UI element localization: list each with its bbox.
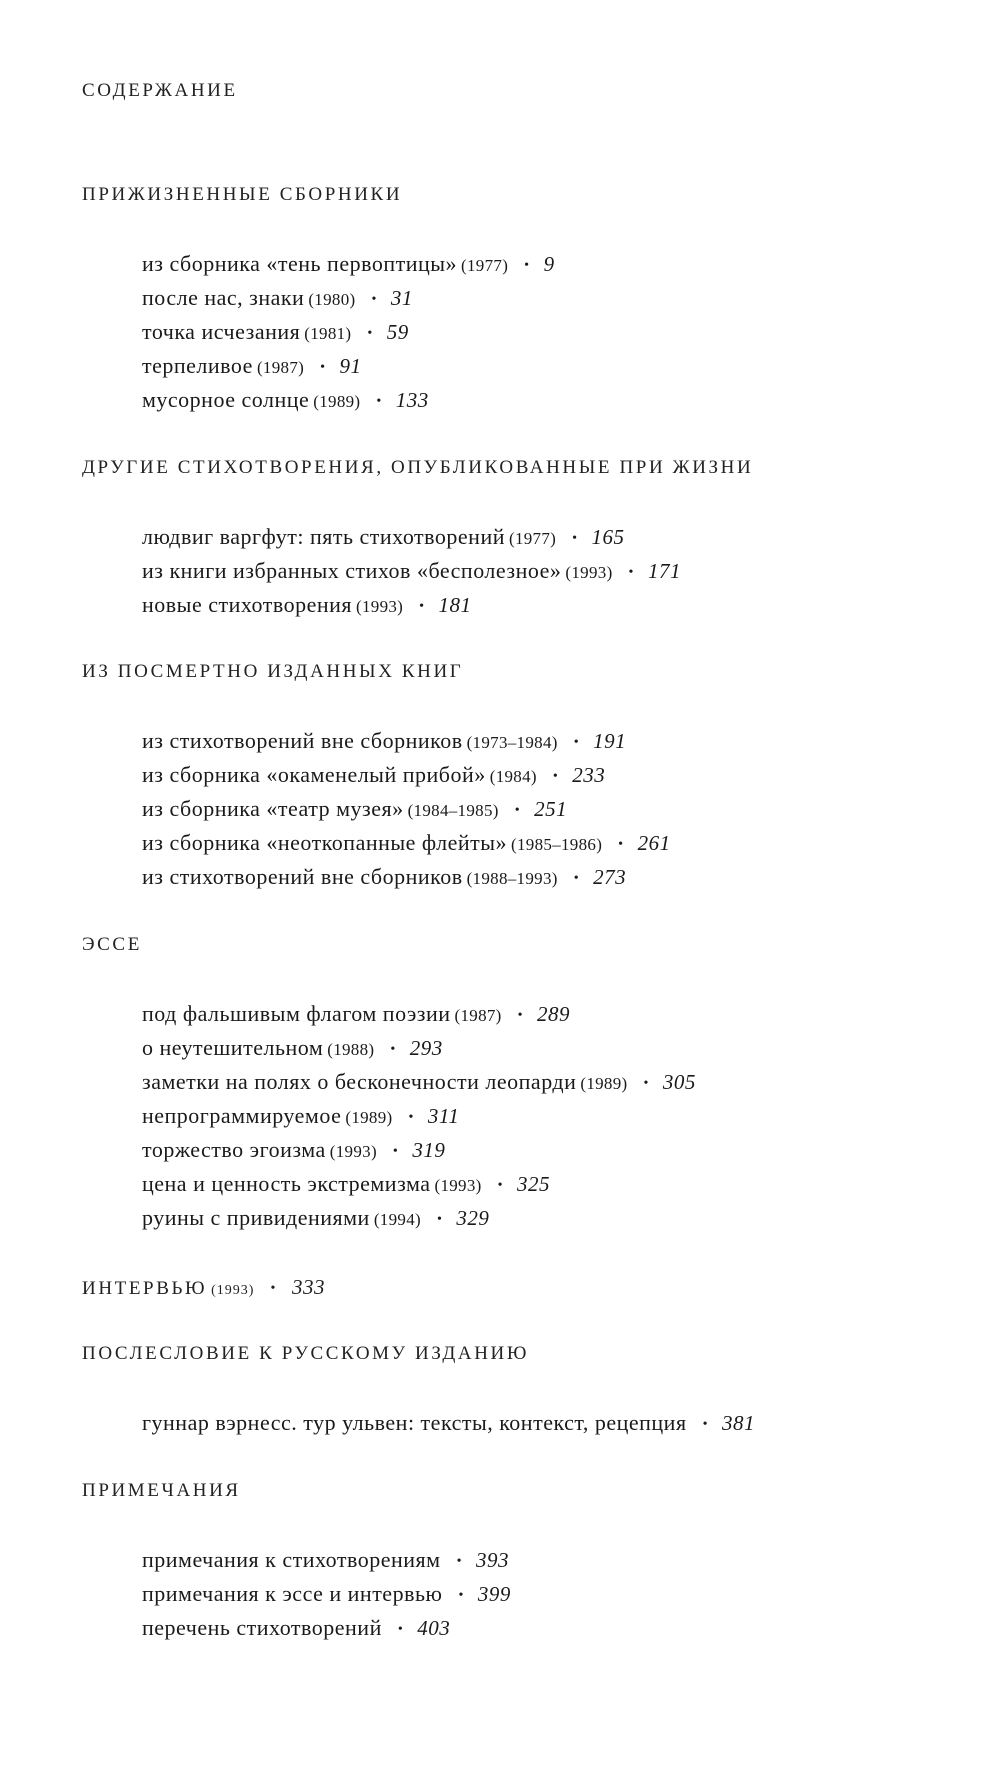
- entry-year: (1994): [373, 1210, 421, 1229]
- bullet-icon: •: [376, 394, 382, 409]
- toc-entry[interactable]: [142, 762, 605, 788]
- toc-entry[interactable]: [142, 387, 429, 413]
- toc-entry[interactable]: [142, 1069, 696, 1095]
- section-heading: ЭССЕ: [82, 934, 142, 955]
- toc-entry[interactable]: [142, 1547, 509, 1573]
- bullet-icon: •: [436, 1212, 443, 1227]
- entry-year: (1989): [345, 1108, 393, 1127]
- entry-year: (1984–1985): [407, 801, 499, 820]
- toc-entry[interactable]: [142, 1410, 755, 1436]
- entry-title: перечень стихотворений: [142, 1615, 382, 1640]
- bullet-icon: •: [628, 565, 634, 580]
- page-number: 233: [572, 763, 606, 787]
- bullet-icon: •: [573, 735, 580, 750]
- page-number: 165: [591, 525, 625, 549]
- page-number: 91: [339, 354, 362, 378]
- bullet-icon: •: [572, 531, 578, 546]
- toc-entry[interactable]: [142, 1615, 450, 1641]
- toc-entry-interview[interactable]: [82, 1275, 325, 1300]
- page-number: 325: [517, 1172, 551, 1196]
- bullet-icon: •: [458, 1588, 464, 1603]
- page-title: СОДЕРЖАНИЕ: [82, 80, 238, 101]
- bullet-icon: •: [456, 1554, 463, 1569]
- entry-year: (1985–1986): [511, 835, 603, 854]
- entry-title: из сборника «окаменелый прибой»: [142, 762, 486, 787]
- toc-entry[interactable]: [142, 524, 625, 550]
- entry-year: (1984): [489, 767, 537, 786]
- bullet-icon: •: [390, 1042, 396, 1057]
- bullet-icon: •: [397, 1622, 404, 1637]
- entry-year: (1973–1984): [466, 733, 558, 752]
- entry-title: после нас, знаки: [142, 285, 305, 310]
- entry-year: (1981): [304, 324, 352, 343]
- page-number: 403: [417, 1616, 451, 1640]
- entry-title: гуннар вэрнесс. тур ульвен: тексты, контекст, рецепция: [142, 1410, 687, 1435]
- toc-entry[interactable]: [142, 796, 567, 822]
- entry-title: торжество эгоизма: [142, 1137, 326, 1162]
- page-number: 293: [409, 1036, 443, 1060]
- page-number: 289: [537, 1002, 571, 1026]
- toc-entry[interactable]: [142, 558, 681, 584]
- bullet-icon: •: [514, 803, 521, 818]
- page-number: 393: [476, 1548, 510, 1572]
- page-number: 261: [637, 831, 671, 855]
- entry-title: цена и ценность экстремизма: [142, 1171, 431, 1196]
- page-number: 319: [412, 1138, 446, 1162]
- entry-year: (1989): [580, 1074, 628, 1093]
- entry-year: (1993): [356, 597, 404, 616]
- entry-title: заметки на полях о бесконечности леопарди: [142, 1069, 577, 1094]
- entry-year: (1993): [211, 1283, 255, 1298]
- page-number: 171: [647, 559, 681, 583]
- page-number: 181: [438, 593, 472, 617]
- page-number: 305: [662, 1070, 696, 1094]
- entry-title: примечания к эссе и интервью: [142, 1581, 443, 1606]
- entry-title: мусорное солнце: [142, 387, 310, 412]
- bullet-icon: •: [270, 1281, 278, 1296]
- entry-title: руины с привидениями: [142, 1205, 370, 1230]
- section-heading: ПОСЛЕСЛОВИЕ К РУССКОМУ ИЗДАНИЮ: [82, 1343, 529, 1364]
- entry-title: примечания к стихотворениям: [142, 1547, 441, 1572]
- bullet-icon: •: [618, 837, 624, 852]
- toc-entry[interactable]: [142, 1103, 459, 1129]
- bullet-icon: •: [392, 1144, 399, 1159]
- section-heading: ИНТЕРВЬЮ: [82, 1278, 208, 1299]
- entry-year: (1987): [454, 1006, 502, 1025]
- section-heading: ДРУГИЕ СТИХОТВОРЕНИЯ, ОПУБЛИКОВАННЫЕ ПРИ ЖИЗНИ: [82, 457, 754, 478]
- entry-title: из книги избранных стихов «бесполезное»: [142, 558, 562, 583]
- bullet-icon: •: [524, 258, 530, 273]
- entry-year: (1993): [434, 1176, 482, 1195]
- page-number: 381: [721, 1411, 755, 1435]
- entry-title: о неутешительном: [142, 1035, 324, 1060]
- toc-entry[interactable]: [142, 1171, 550, 1197]
- page-number: 399: [477, 1582, 511, 1606]
- toc-entry[interactable]: [142, 830, 671, 856]
- bullet-icon: •: [371, 292, 377, 307]
- section-heading: ПРИЖИЗНЕННЫЕ СБОРНИКИ: [82, 184, 403, 205]
- toc-entry[interactable]: [142, 1137, 445, 1163]
- entry-title: из сборника «тень первоптицы»: [142, 251, 458, 276]
- entry-year: (1989): [313, 392, 361, 411]
- page-number: 31: [390, 286, 413, 310]
- page-number: 133: [395, 388, 429, 412]
- entry-title: непрограммируемое: [142, 1103, 342, 1128]
- page-number: 329: [456, 1206, 490, 1230]
- toc-entry[interactable]: [142, 1001, 570, 1027]
- entry-title: терпеливое: [142, 353, 253, 378]
- bullet-icon: •: [517, 1008, 524, 1023]
- bullet-icon: •: [408, 1110, 414, 1125]
- page-number: 273: [593, 865, 627, 889]
- entry-title: из сборника «неоткопанные флейты»: [142, 830, 508, 855]
- entry-year: (1988–1993): [466, 869, 558, 888]
- bullet-icon: •: [367, 326, 373, 341]
- bullet-icon: •: [643, 1076, 649, 1091]
- entry-title: из стихотворений вне сборников: [142, 728, 463, 753]
- toc-entry[interactable]: [142, 251, 555, 277]
- entry-year: (1993): [565, 563, 613, 582]
- entry-title: новые стихотворения: [142, 592, 353, 617]
- entry-year: (1980): [308, 290, 356, 309]
- bullet-icon: •: [573, 871, 580, 886]
- section-heading: ИЗ ПОСМЕРТНО ИЗДАННЫХ КНИГ: [82, 661, 464, 682]
- entry-year: (1988): [327, 1040, 375, 1059]
- page-number: 311: [427, 1104, 460, 1128]
- entry-year: (1993): [329, 1142, 377, 1161]
- page-number: 191: [593, 729, 627, 753]
- toc-entry[interactable]: [142, 1035, 443, 1061]
- bullet-icon: •: [552, 769, 559, 784]
- entry-title: под фальшивым флагом поэзии: [142, 1001, 451, 1026]
- page-number: 59: [386, 320, 409, 344]
- entry-year: (1977): [509, 529, 557, 548]
- entry-title: из сборника «театр музея»: [142, 796, 404, 821]
- bullet-icon: •: [497, 1178, 504, 1193]
- toc-entry[interactable]: [142, 319, 409, 345]
- bullet-icon: •: [419, 599, 425, 614]
- entry-year: (1987): [256, 358, 305, 377]
- entry-title: точка исчезания: [142, 319, 301, 344]
- toc-entry[interactable]: [142, 1581, 511, 1607]
- toc-entry[interactable]: [142, 353, 361, 379]
- page-number: 9: [543, 252, 555, 276]
- entry-title: из стихотворений вне сборников: [142, 864, 463, 889]
- page-number: 333: [291, 1275, 325, 1299]
- page-number: 251: [534, 797, 568, 821]
- toc-entry[interactable]: [142, 1205, 489, 1231]
- bullet-icon: •: [320, 360, 326, 375]
- entry-title: людвиг варгфут: пять стихотворений: [142, 524, 505, 549]
- toc-entry[interactable]: [142, 592, 472, 618]
- toc-entry[interactable]: [142, 285, 413, 311]
- bullet-icon: •: [702, 1417, 708, 1432]
- toc-entry[interactable]: [142, 728, 626, 754]
- toc-entry[interactable]: [142, 864, 626, 890]
- section-heading: ПРИМЕЧАНИЯ: [82, 1480, 241, 1501]
- entry-year: (1977): [461, 256, 509, 275]
